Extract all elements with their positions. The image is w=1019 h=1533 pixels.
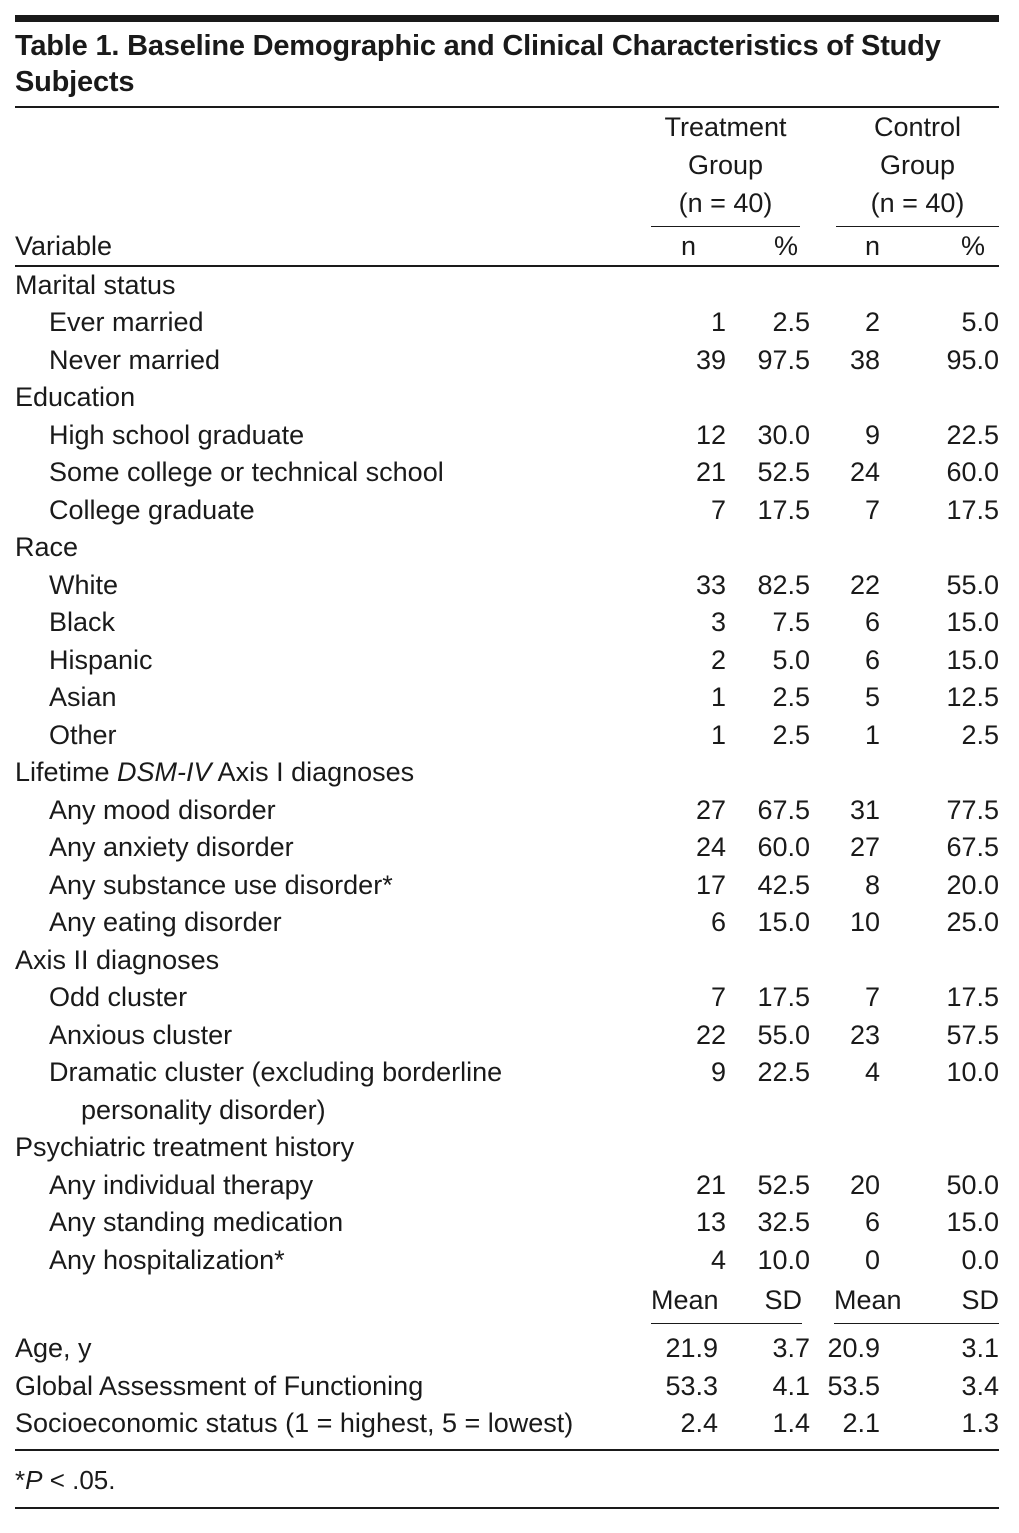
section-row [15,754,999,792]
control-pct-cell: 15.0 [946,644,1000,675]
section-label: Axis II diagnoses [15,944,220,975]
table-row [15,1167,999,1205]
table-row [15,979,999,1017]
row-label: Asian [49,682,117,712]
top-rule [15,15,999,22]
treatment-n-cell [651,942,726,980]
section-label: Psychiatric treatment history [15,1132,355,1162]
treatment-pct-cell: 32.5 [757,1207,811,1237]
control-n-cell: 10 [849,907,881,937]
row-label: Any substance use disorder* [49,869,393,900]
control-n-cell [812,267,886,305]
control-pct-cell: 20.0 [946,869,1000,900]
treatment-pct-cell: 7.5 [772,607,811,637]
footnote-text: < .05. [42,1464,116,1495]
treatment-pct-header: % [774,230,799,261]
control-pct-cell: 25.0 [946,907,1000,937]
table-row [15,1204,999,1242]
footnote-symbol: * [15,1464,26,1495]
control-pct-cell [886,267,999,305]
control-n-cell: 31 [849,794,881,825]
control-sd-cell: 3.1 [961,1333,1000,1363]
treatment-n-cell: 9 [710,1057,726,1087]
control-mean-cell: 2.1 [842,1408,881,1438]
treatment-pct-cell: 2.5 [772,307,811,337]
control-n-cell: 23 [849,1019,881,1050]
control-pct-header: % [961,230,986,261]
treatment-pct-cell: 2.5 [772,682,811,712]
row-label: Any standing medication [49,1207,344,1237]
table-row [15,1092,999,1130]
control-n-cell: 6 [864,607,881,637]
treatment-sd-cell: 3.7 [772,1333,811,1363]
treatment-mean-cell: 21.9 [665,1333,718,1363]
table-row [15,604,999,642]
control-n-cell [812,379,886,417]
treatment-pct-cell: 15.0 [757,907,811,937]
control-n-cell: 7 [864,494,881,525]
row-label: Never married [49,344,221,375]
control-mean-cell: 20.9 [827,1333,881,1363]
treatment-pct-cell: 52.5 [757,457,811,487]
table-row [15,417,999,455]
treatment-n-cell: 17 [695,869,726,900]
section-row [15,1129,999,1167]
control-pct-cell [886,379,999,417]
label-post: Axis I diagnoses [211,757,415,787]
row-label: Any individual therapy [49,1169,314,1200]
stats-row [15,1368,999,1406]
treatment-pct-cell [726,379,812,417]
row-label: White [49,569,119,600]
control-pct-cell: 67.5 [946,832,1000,862]
row-label: Ever married [49,307,204,337]
table-row [15,492,999,530]
treatment-mean-header: Mean [651,1285,719,1315]
treatment-n-cell: 21 [695,457,726,487]
treatment-n-cell [651,529,726,567]
control-pct-cell: 17.5 [946,982,1000,1012]
treatment-header-line3: (n = 40) [678,187,773,218]
treatment-pct-cell: 10.0 [757,1244,811,1275]
label-italic: DSM-IV [117,757,212,787]
treatment-pct-cell: 82.5 [757,569,811,600]
control-n-cell: 4 [864,1057,881,1087]
control-header-line3: (n = 40) [870,187,965,218]
control-pct-cell: 50.0 [946,1169,1000,1200]
label-pre: Lifetime [15,757,118,787]
row-label: High school graduate [49,419,305,450]
treatment-pct-cell: 52.5 [757,1169,811,1200]
treatment-pct-cell: 22.5 [757,1057,811,1087]
footnote [15,1461,999,1499]
treatment-pct-cell: 97.5 [757,344,811,375]
control-mean-header: Mean [834,1285,902,1315]
table-row [15,904,999,942]
section-label: Marital status [15,269,176,300]
control-n-cell: 0 [864,1244,881,1275]
section-row [15,529,999,567]
section-row [15,942,999,980]
table-row [15,454,999,492]
treatment-n-cell: 24 [695,832,726,862]
treatment-n-cell: 39 [695,344,726,375]
control-group-header [836,108,999,227]
footnote-italic: P [25,1464,43,1495]
treatment-header-line2: Group [687,149,764,180]
table-row [15,1242,999,1280]
section-row [15,379,999,417]
control-pct-cell: 55.0 [946,569,1000,600]
control-n-header: n [864,230,881,261]
table-row [15,1054,999,1092]
treatment-n-cell: 1 [710,719,726,750]
treatment-sd-cell: 4.1 [772,1370,811,1401]
row-label: Other [49,719,117,750]
stats-label: Socioeconomic status (1 = highest, 5 = lowest) [15,1408,574,1438]
column-header-row [15,227,999,265]
characteristics-table [15,108,999,1443]
treatment-n-cell [651,1092,726,1130]
table-row [15,1017,999,1055]
table-row [15,792,999,830]
treatment-pct-cell [726,529,812,567]
control-n-cell [812,754,886,792]
treatment-n-cell [651,267,726,305]
control-pct-cell: 15.0 [946,607,1000,637]
control-header-line2: Group [879,149,956,180]
row-label: personality disorder) [81,1094,326,1125]
control-pct-cell: 0.0 [961,1244,1000,1275]
treatment-n-cell [651,754,726,792]
control-n-cell: 20 [849,1169,881,1200]
control-n-cell: 5 [864,682,881,712]
control-pct-cell [886,754,999,792]
stats-label: Age, y [15,1333,92,1363]
control-pct-cell: 95.0 [946,344,1000,375]
control-n-cell [812,942,886,980]
table-row [15,567,999,605]
variable-header: Variable [15,230,113,261]
treatment-pct-cell: 42.5 [757,869,811,900]
control-pct-cell: 15.0 [946,1207,1000,1237]
treatment-n-cell: 13 [695,1207,726,1237]
treatment-pct-cell [726,754,812,792]
table-row [15,679,999,717]
treatment-n-cell: 1 [710,307,726,337]
table-title: Table 1. Baseline Demographic and Clinical Characteristics of Study Subjects [15,30,941,98]
treatment-pct-cell: 5.0 [772,644,811,675]
row-label: Odd cluster [49,982,188,1012]
treatment-pct-cell [726,1092,812,1130]
treatment-n-cell: 6 [710,907,726,937]
control-pct-cell [886,529,999,567]
treatment-header-line1: Treatment [664,111,787,142]
treatment-n-cell: 21 [695,1169,726,1200]
section-label [15,754,651,792]
treatment-pct-cell: 2.5 [772,719,811,750]
control-pct-cell: 5.0 [961,307,1000,337]
treatment-n-header: n [680,230,697,261]
control-pct-cell [886,942,999,980]
control-n-cell: 6 [864,644,881,675]
table-bottom-rule [15,1449,999,1451]
table-row [15,829,999,867]
control-pct-cell: 17.5 [946,494,1000,525]
treatment-pct-cell: 60.0 [757,832,811,862]
row-label: Any eating disorder [49,907,282,937]
treatment-n-cell: 2 [710,644,726,675]
bottom-rule [15,1507,999,1509]
control-pct-cell [886,1092,999,1130]
table-row [15,642,999,680]
treatment-mean-cell: 53.3 [665,1370,718,1401]
treatment-n-cell [651,1129,726,1167]
control-pct-cell: 77.5 [946,794,1000,825]
control-n-cell: 24 [849,457,881,487]
treatment-pct-cell [726,1129,812,1167]
table-row [15,342,999,380]
treatment-group-header [651,108,800,227]
stats-label: Global Assessment of Functioning [15,1370,424,1401]
treatment-pct-cell: 55.0 [757,1019,811,1050]
treatment-pct-cell [726,942,812,980]
treatment-pct-cell [726,267,812,305]
stats-row [15,1405,999,1443]
row-label: College graduate [49,494,255,525]
stats-header-row [15,1279,999,1324]
control-n-cell: 9 [864,419,881,450]
control-sd-header: SD [961,1285,1000,1315]
control-n-cell: 1 [864,719,881,750]
group-header-row [15,108,999,227]
treatment-n-cell: 22 [695,1019,726,1050]
control-pct-cell: 12.5 [946,682,1000,712]
treatment-n-cell: 7 [710,982,726,1012]
row-label: Black [49,607,116,637]
row-label: Anxious cluster [49,1019,233,1050]
table-row [15,304,999,342]
treatment-n-cell: 7 [710,494,726,525]
treatment-pct-cell: 17.5 [757,982,811,1012]
stats-row [15,1330,999,1368]
treatment-n-cell: 3 [710,607,726,637]
control-sd-cell: 3.4 [961,1370,1000,1401]
control-n-cell: 7 [864,982,881,1012]
treatment-n-cell: 27 [695,794,726,825]
control-n-cell: 27 [849,832,881,862]
treatment-n-cell: 12 [695,419,726,450]
treatment-n-cell: 33 [695,569,726,600]
control-n-cell [812,529,886,567]
control-pct-cell: 57.5 [946,1019,1000,1050]
treatment-n-cell: 1 [710,682,726,712]
control-n-cell [812,1129,886,1167]
control-n-cell: 8 [864,869,881,900]
row-label: Some college or technical school [49,457,444,487]
treatment-pct-cell: 30.0 [757,419,811,450]
row-label: Any anxiety disorder [49,832,294,862]
control-n-cell: 6 [864,1207,881,1237]
section-label: Education [15,382,136,412]
control-n-cell: 2 [864,307,881,337]
treatment-n-cell: 4 [710,1244,726,1275]
control-pct-cell: 2.5 [961,719,1000,750]
control-n-cell: 22 [849,569,881,600]
treatment-pct-cell: 17.5 [757,494,811,525]
control-pct-cell: 60.0 [946,457,1000,487]
treatment-n-cell [651,379,726,417]
control-pct-cell: 10.0 [946,1057,1000,1087]
row-label: Any mood disorder [49,794,276,825]
row-label: Any hospitalization* [49,1244,285,1275]
table-row [15,867,999,905]
control-header-line1: Control [873,111,962,142]
section-row [15,267,999,305]
control-pct-cell: 22.5 [946,419,1000,450]
control-mean-cell: 53.5 [827,1370,881,1401]
treatment-mean-cell: 2.4 [680,1408,718,1438]
control-pct-cell [886,1129,999,1167]
control-n-cell [812,1092,886,1130]
section-label: Race [15,532,79,562]
row-label: Dramatic cluster (excluding borderline [49,1057,503,1087]
control-n-cell: 38 [849,344,881,375]
row-label: Hispanic [49,644,153,675]
table-figure [15,15,999,1509]
treatment-sd-cell: 1.4 [772,1408,811,1438]
treatment-pct-cell: 67.5 [757,794,811,825]
control-sd-cell: 1.3 [961,1408,1000,1438]
treatment-sd-header: SD [764,1285,803,1315]
table-row [15,717,999,755]
